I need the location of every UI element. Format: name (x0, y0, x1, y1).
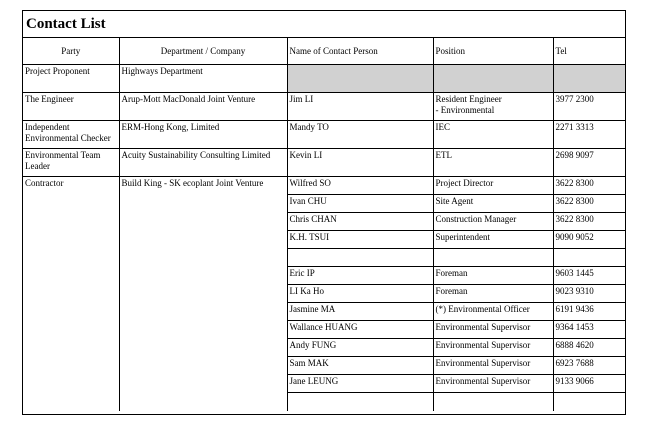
position-cell: Construction Manager (433, 213, 553, 231)
party-cell: Project Proponent (23, 65, 119, 93)
position-cell: ETL (433, 149, 553, 177)
tel-cell: 9603 1445 (553, 267, 625, 285)
table-row (23, 93, 625, 121)
contact-cell: Jane LEUNG (287, 375, 433, 393)
header-department: Department / Company (119, 38, 287, 65)
header-tel: Tel (553, 38, 625, 65)
position-line: Resident Engineer (435, 94, 502, 104)
contact-cell: Wallance HUANG (287, 321, 433, 339)
position-cell: Environmental Supervisor (433, 375, 553, 393)
department-cell: Arup-Mott MacDonald Joint Venture (119, 93, 287, 121)
position-cell: Environmental Supervisor (433, 321, 553, 339)
contact-cell: Sam MAK (287, 357, 433, 375)
contact-cell: Wilfred SO (287, 177, 433, 195)
contact-cell: Ivan CHU (287, 195, 433, 213)
table-row (23, 177, 625, 195)
tel-cell: 9133 9066 (553, 375, 625, 393)
tel-cell: 2271 3313 (553, 121, 625, 149)
position-cell (433, 249, 553, 267)
tel-cell: 3977 2300 (553, 93, 625, 121)
table-row (23, 65, 625, 93)
tel-cell: 9023 9310 (553, 285, 625, 303)
party-cell: Independent Environmental Checker (23, 121, 119, 149)
tel-cell (553, 393, 625, 411)
party-cell: Contractor (23, 177, 119, 411)
contact-cell (287, 65, 433, 93)
table-row (23, 149, 625, 177)
header-row (23, 38, 625, 65)
tel-cell: 3622 8300 (553, 177, 625, 195)
position-cell: Environmental Supervisor (433, 339, 553, 357)
tel-cell: 9364 1453 (553, 321, 625, 339)
contact-cell: Chris CHAN (287, 213, 433, 231)
page-title: Contact List (23, 11, 625, 38)
contact-cell: LI Ka Ho (287, 285, 433, 303)
party-cell: Environmental Team Leader (23, 149, 119, 177)
header-position: Position (433, 38, 553, 65)
position-cell: (*) Environmental Officer (433, 303, 553, 321)
header-contact-person: Name of Contact Person (287, 38, 433, 65)
position-cell: Environmental Supervisor (433, 357, 553, 375)
tel-cell (553, 249, 625, 267)
contact-cell: Jasmine MA (287, 303, 433, 321)
contact-cell: Mandy TO (287, 121, 433, 149)
position-cell: Site Agent (433, 195, 553, 213)
department-cell: ERM-Hong Kong, Limited (119, 121, 287, 149)
tel-cell: 6191 9436 (553, 303, 625, 321)
tel-cell (553, 65, 625, 93)
tel-cell: 9090 9052 (553, 231, 625, 249)
header-party: Party (61, 45, 81, 56)
contact-cell: Eric IP (287, 267, 433, 285)
tel-cell: 6888 4620 (553, 339, 625, 357)
department-cell: Acuity Sustainability Consulting Limited (119, 149, 287, 177)
contact-cell: Andy FUNG (287, 339, 433, 357)
contact-cell: Kevin LI (287, 149, 433, 177)
position-cell: Foreman (433, 285, 553, 303)
position-cell: Superintendent (433, 231, 553, 249)
position-cell: IEC (433, 121, 553, 149)
department-cell: Highways Department (119, 65, 287, 93)
table-row (23, 121, 625, 149)
contact-cell: Jim LI (287, 93, 433, 121)
position-cell (433, 93, 553, 121)
contact-cell (287, 249, 433, 267)
contact-cell (287, 393, 433, 411)
position-cell: Foreman (433, 267, 553, 285)
party-cell: The Engineer (23, 93, 119, 121)
position-cell (433, 393, 553, 411)
position-cell (433, 65, 553, 93)
tel-cell: 6923 7688 (553, 357, 625, 375)
position-cell: Project Director (433, 177, 553, 195)
tel-cell: 3622 8300 (553, 213, 625, 231)
contact-table (23, 38, 625, 411)
tel-cell: 3622 8300 (553, 195, 625, 213)
department-cell: Build King - SK ecoplant Joint Venture (119, 177, 287, 411)
tel-cell: 2698 9097 (553, 149, 625, 177)
contact-cell: K.H. TSUI (287, 231, 433, 249)
contact-list-document (22, 10, 626, 415)
position-line: - Environmental (435, 105, 495, 115)
